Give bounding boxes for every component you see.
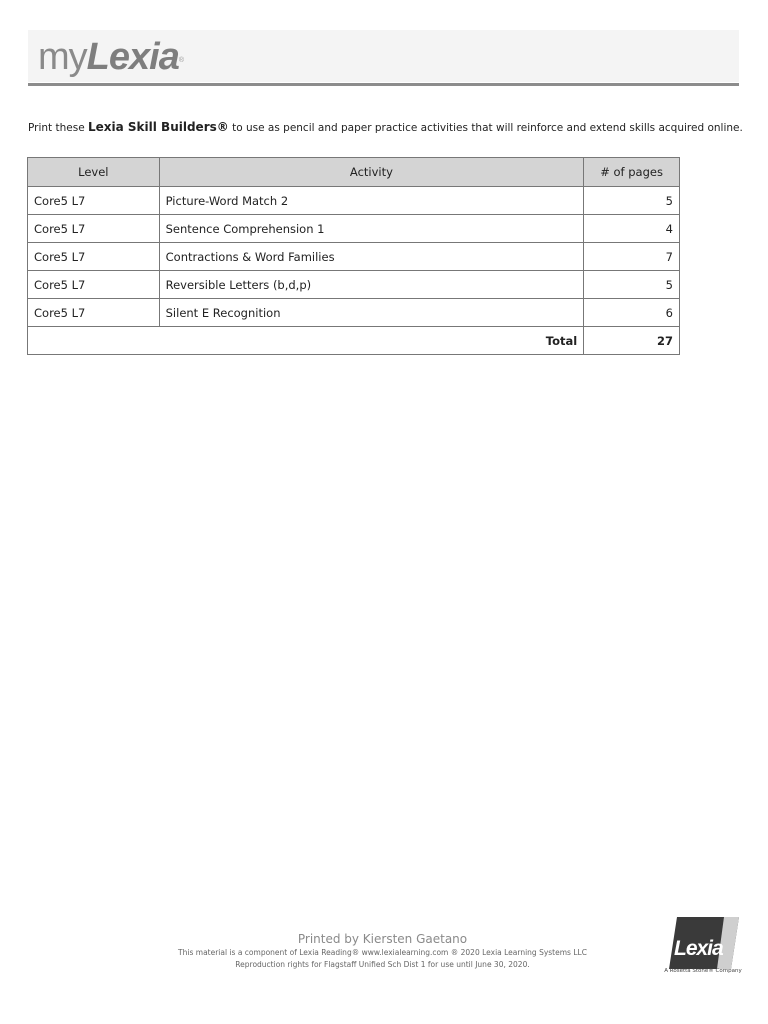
reproduction-rights-line: Reproduction rights for Flagstaff Unified Sch Dist 1 for use until June 30, 2020. <box>235 960 530 969</box>
page-footer <box>100 932 665 971</box>
column-header-activity: Activity <box>159 158 584 187</box>
cell-activity: Silent E Recognition <box>159 299 584 327</box>
cell-pages: 5 <box>584 187 680 215</box>
cell-level: Core5 L7 <box>28 215 160 243</box>
table-row <box>28 215 680 243</box>
table-header-row <box>28 158 680 187</box>
printed-by: Printed by Kiersten Gaetano <box>297 932 468 946</box>
brand-tagline: A Rosetta Stone® Company <box>664 968 742 974</box>
cell-activity: Sentence Comprehension 1 <box>159 215 584 243</box>
skill-builders-table <box>27 157 680 355</box>
cell-pages: 5 <box>584 271 680 299</box>
cell-level: Core5 L7 <box>28 271 160 299</box>
column-header-level: Level <box>28 158 160 187</box>
cell-activity: Contractions & Word Families <box>159 243 584 271</box>
intro-before: Print these <box>28 122 85 134</box>
table-row <box>28 187 680 215</box>
column-header-pages: # of pages <box>584 158 680 187</box>
intro-text <box>28 120 743 134</box>
cell-activity: Reversible Letters (b,d,p) <box>159 271 584 299</box>
table-row <box>28 299 680 327</box>
logo-registered-mark: ® <box>178 57 183 64</box>
cell-activity: Picture-Word Match 2 <box>159 187 584 215</box>
cell-level: Core5 L7 <box>28 299 160 327</box>
intro-product-name: Lexia Skill Builders® <box>88 120 229 134</box>
cell-level: Core5 L7 <box>28 187 160 215</box>
copyright-line: This material is a component of Lexia Reading® www.lexialearning.com ® 2020 Lexia Learning Systems LLC <box>178 948 587 957</box>
total-value: 27 <box>584 327 680 355</box>
logo-lexia-text: Lexia <box>86 36 179 78</box>
cell-pages: 4 <box>584 215 680 243</box>
header-divider <box>28 83 739 86</box>
table-total-row <box>28 327 680 355</box>
mylexia-logo <box>38 36 183 78</box>
logo-my-text: my <box>38 36 87 78</box>
intro-after: to use as pencil and paper practice activities that will reinforce and extend skills acquired online. <box>232 122 743 134</box>
logo-lexia-wordmark: Lexia <box>674 937 723 960</box>
table-row <box>28 271 680 299</box>
page-header <box>28 30 739 82</box>
table-row <box>28 243 680 271</box>
total-label: Total <box>28 327 584 355</box>
lexia-brand-logo <box>669 917 739 969</box>
cell-pages: 6 <box>584 299 680 327</box>
cell-level: Core5 L7 <box>28 243 160 271</box>
cell-pages: 7 <box>584 243 680 271</box>
